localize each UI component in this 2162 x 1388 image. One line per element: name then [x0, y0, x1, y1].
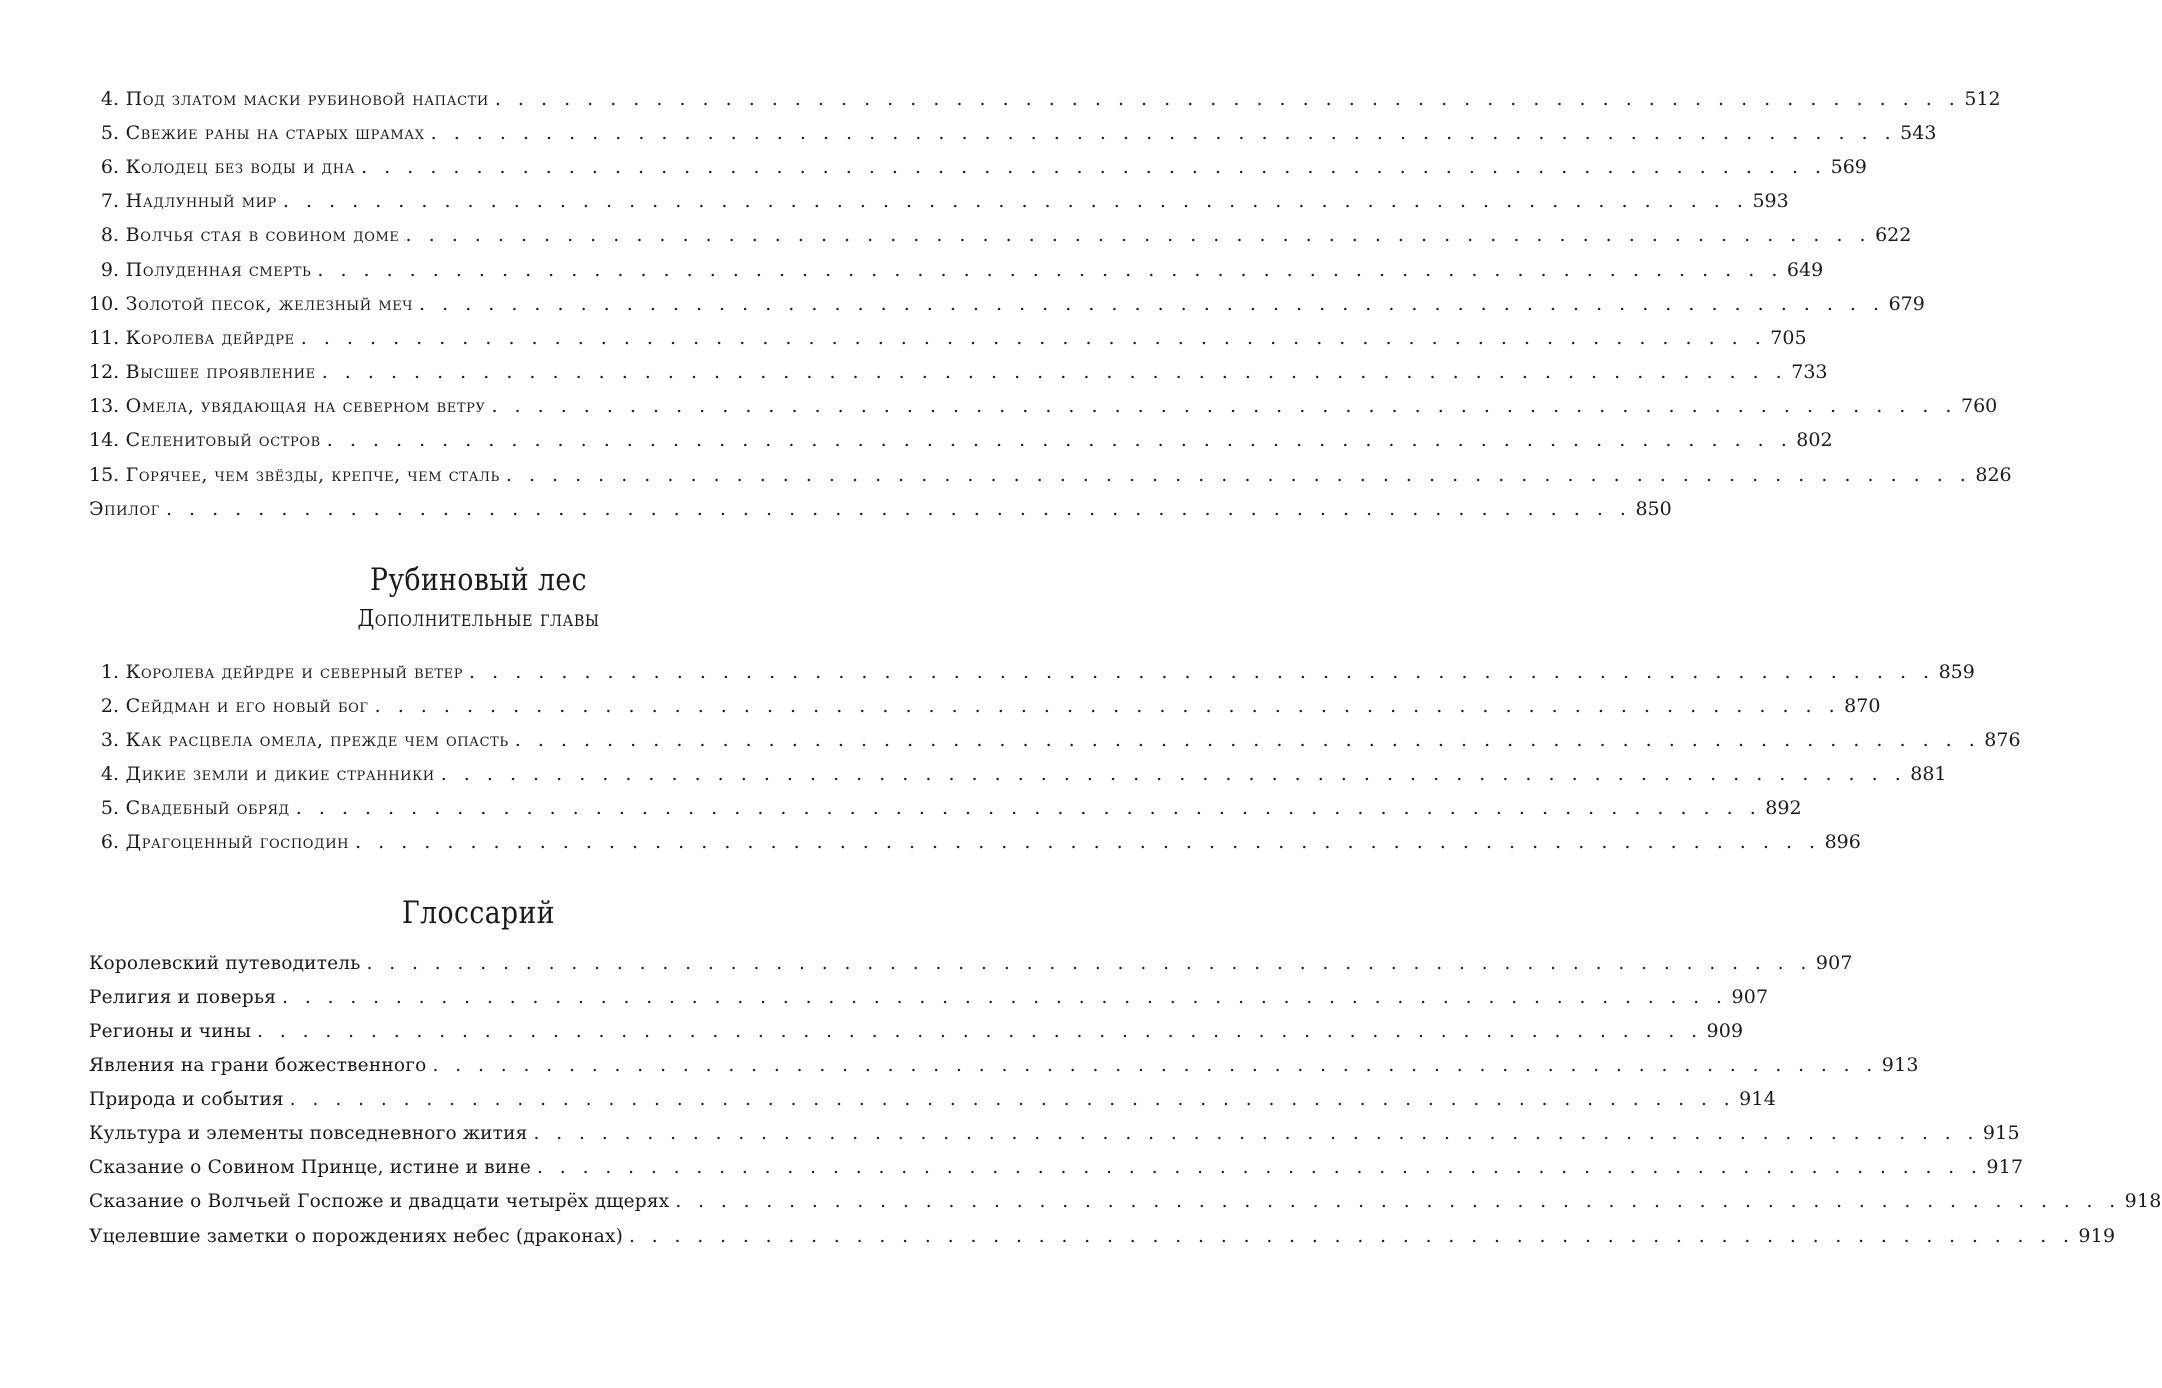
entry-number: 8. [100, 224, 119, 246]
leader-dots: . . . . . . . . . . . . . . . . . . . . . . . . . . . . . . . . . . . . . . . . . . . . . . . . . . . . . . . . . . . . . . . . [537, 1157, 1983, 1178]
toc-entry[interactable] [89, 293, 1925, 323]
entry-number: 11. [89, 327, 120, 349]
entry-number: 7. [100, 190, 119, 212]
entry-page: 593 [1752, 190, 1789, 212]
toc-entry[interactable] [89, 661, 1975, 691]
entry-title: как расцвела омела, прежде чем опасть [125, 729, 509, 751]
entry-number: 6. [100, 831, 119, 853]
leader-dots: . . . . . . . . . . . . . . . . . . . . . . . . . . . . . . . . . . . . . . . . . . . . . . . . . . . . . . . . . . . . . . . . [317, 259, 1783, 281]
toc-entry[interactable] [89, 361, 1828, 391]
entry-title: полуденная смерть [125, 259, 312, 281]
entry-page: 826 [1975, 464, 2012, 486]
toc-entry[interactable] [89, 327, 1807, 357]
entry-page: 760 [1960, 395, 1998, 417]
leader-dots: . . . . . . . . . . . . . . . . . . . . . . . . . . . . . . . . . . . . . . . . . . . . . . . . . . . . . . . . . . . . . . . . [491, 395, 1957, 417]
toc-entry[interactable] [89, 464, 2012, 494]
leader-dots: . . . . . . . . . . . . . . . . . . . . . . . . . . . . . . . . . . . . . . . . . . . . . . . . . . . . . . . . . . . . . . . . [419, 293, 1885, 315]
entry-number: 4. [100, 88, 119, 110]
glossary-entry[interactable] [89, 986, 1769, 1016]
toc-entry[interactable] [89, 695, 1881, 725]
glossary-entry[interactable] [89, 1088, 1777, 1118]
toc-entry[interactable] [89, 763, 1947, 793]
entry-page: 543 [1900, 122, 1937, 144]
leader-dots: . . . . . . . . . . . . . . . . . . . . . . . . . . . . . . . . . . . . . . . . . . . . . . . . . . . . . . . . . . . . . . . . [629, 1226, 2075, 1247]
entry-page: 918 [2124, 1190, 2162, 1212]
leader-dots: . . . . . . . . . . . . . . . . . . . . . . . . . . . . . . . . . . . . . . . . . . . . . . . . . . . . . . . . . . . . . . . . [361, 156, 1827, 178]
leader-dots: . . . . . . . . . . . . . . . . . . . . . . . . . . . . . . . . . . . . . . . . . . . . . . . . . . . . . . . . . . . . . . . . [432, 1055, 1878, 1076]
entry-title: драгоценный господин [125, 831, 350, 853]
entry-title: дикие земли и дикие странники [125, 763, 435, 785]
entry-page: 914 [1739, 1088, 1777, 1110]
leader-dots: . . . . . . . . . . . . . . . . . . . . . . . . . . . . . . . . . . . . . . . . . . . . . . . . . . . . . . . . . . . . . . . . [282, 190, 1749, 212]
entry-number: 4. [100, 763, 119, 785]
toc-entry[interactable] [89, 395, 1998, 425]
entry-title: Сказание о Совином Принце, истине и вине [89, 1157, 532, 1178]
entry-title: Уцелевшие заметки о порождениях небес (драконах) [89, 1226, 624, 1247]
entry-title: королева дейрдре и северный ветер [125, 661, 464, 683]
entry-page: 679 [1888, 293, 1925, 315]
glossary-entry[interactable] [89, 1020, 1744, 1050]
section-title-ruby: Рубиновый лес [370, 562, 587, 598]
leader-dots: . . . . . . . . . . . . . . . . . . . . . . . . . . . . . . . . . . . . . . . . . . . . . . . . . . . . . . . . . . . . . . . . [430, 122, 1897, 144]
entry-page: 512 [1964, 88, 2001, 110]
entry-page: 917 [1986, 1156, 2024, 1178]
toc-entry[interactable] [89, 122, 1937, 152]
glossary-entry[interactable] [89, 1190, 2162, 1220]
entry-number: 10. [89, 293, 120, 315]
toc-entry[interactable] [89, 88, 2001, 118]
entry-page: 850 [1635, 498, 1672, 520]
glossary-entry[interactable] [89, 952, 1853, 982]
entry-title: сейдман и его новый бог [125, 695, 369, 717]
entry-page: 892 [1765, 797, 1802, 819]
entry-number: 5. [100, 122, 119, 144]
entry-number: 13. [89, 395, 120, 417]
section-subtitle-ruby: Дополнительные главы [357, 606, 600, 632]
entry-page: 622 [1875, 224, 1912, 246]
glossary-entry[interactable] [89, 1156, 2024, 1186]
entry-number: 9. [100, 259, 119, 281]
leader-dots: . . . . . . . . . . . . . . . . . . . . . . . . . . . . . . . . . . . . . . . . . . . . . . . . . . . . . . . . . . . . . . . . [533, 1123, 1979, 1144]
entry-title: селенитовый остров [125, 429, 321, 451]
entry-title: королева дейрдре [125, 327, 295, 349]
leader-dots: . . . . . . . . . . . . . . . . . . . . . . . . . . . . . . . . . . . . . . . . . . . . . . . . . . . . . . . . . . . . . . . . [514, 729, 1981, 751]
entry-number: 1. [100, 661, 119, 683]
entry-page: 907 [1731, 986, 1769, 1008]
entry-title: колодец без воды и дна [125, 156, 356, 178]
leader-dots: . . . . . . . . . . . . . . . . . . . . . . . . . . . . . . . . . . . . . . . . . . . . . . . . . . . . . . . . . . . . . . . . [355, 831, 1821, 853]
entry-page: 915 [1982, 1122, 2020, 1144]
entry-title: Эпилог [89, 498, 160, 520]
entry-title: Явления на грани божественного [89, 1055, 427, 1076]
entry-title: Культура и элементы повседневного жития [89, 1123, 528, 1144]
leader-dots: . . . . . . . . . . . . . . . . . . . . . . . . . . . . . . . . . . . . . . . . . . . . . . . . . . . . . . . . . . . . . . . . [505, 464, 1972, 486]
entry-number: 5. [100, 797, 119, 819]
entry-title: горячее, чем звёзды, крепче, чем сталь [125, 464, 500, 486]
glossary-entry[interactable] [89, 1122, 2020, 1152]
leader-dots: . . . . . . . . . . . . . . . . . . . . . . . . . . . . . . . . . . . . . . . . . . . . . . . . . . . . . . . . . . . . . . . . [300, 327, 1767, 349]
leader-dots: . . . . . . . . . . . . . . . . . . . . . . . . . . . . . . . . . . . . . . . . . . . . . . . . . . . . . . . . . . . . . . . . [165, 498, 1632, 520]
entry-page: 569 [1830, 156, 1867, 178]
entry-page: 909 [1706, 1020, 1744, 1042]
entry-title: свежие раны на старых шрамах [125, 122, 425, 144]
leader-dots: . . . . . . . . . . . . . . . . . . . . . . . . . . . . . . . . . . . . . . . . . . . . . . . . . . . . . . . . . . . . . . . . [440, 763, 1907, 785]
toc-entry[interactable] [89, 259, 1824, 289]
entry-title: Религия и поверья [89, 987, 277, 1008]
entry-title: надлунный мир [125, 190, 277, 212]
entry-number: 12. [89, 361, 120, 383]
toc-entry[interactable] [89, 156, 1867, 186]
toc-entry[interactable] [89, 224, 1912, 254]
toc-entry[interactable] [89, 831, 1861, 861]
toc-entry[interactable] [89, 797, 1802, 827]
entry-page: 733 [1791, 361, 1828, 383]
leader-dots: . . . . . . . . . . . . . . . . . . . . . . . . . . . . . . . . . . . . . . . . . . . . . . . . . . . . . . . . . . . . . . . . [321, 361, 1788, 383]
entry-number: 3. [100, 729, 119, 751]
leader-dots: . . . . . . . . . . . . . . . . . . . . . . . . . . . . . . . . . . . . . . . . . . . . . . . . . . . . . . . . . . . . . . . . [405, 224, 1872, 246]
glossary-entry[interactable] [89, 1225, 2116, 1255]
entry-title: высшее проявление [125, 361, 316, 383]
leader-dots: . . . . . . . . . . . . . . . . . . . . . . . . . . . . . . . . . . . . . . . . . . . . . . . . . . . . . . . . . . . . . . . . [374, 695, 1841, 717]
entry-title: волчья стая в совином доме [125, 224, 400, 246]
leader-dots: . . . . . . . . . . . . . . . . . . . . . . . . . . . . . . . . . . . . . . . . . . . . . . . . . . . . . . . . . . . . . . . . [366, 953, 1812, 974]
toc-entry[interactable] [89, 429, 1833, 459]
entry-title: Королевский путеводитель [89, 953, 361, 974]
section-title-glossary: Глоссарий [402, 895, 555, 931]
leader-dots: . . . . . . . . . . . . . . . . . . . . . . . . . . . . . . . . . . . . . . . . . . . . . . . . . . . . . . . . . . . . . . . . [257, 1021, 1703, 1042]
entry-title: свадебный обряд [125, 797, 290, 819]
leader-dots: . . . . . . . . . . . . . . . . . . . . . . . . . . . . . . . . . . . . . . . . . . . . . . . . . . . . . . . . . . . . . . . . [282, 987, 1728, 1008]
leader-dots: . . . . . . . . . . . . . . . . . . . . . . . . . . . . . . . . . . . . . . . . . . . . . . . . . . . . . . . . . . . . . . . . [295, 797, 1762, 819]
toc-entry[interactable] [89, 729, 2021, 759]
toc-entry-epilogue[interactable] [89, 498, 1672, 528]
entry-title: золотой песок, железный меч [125, 293, 414, 315]
entry-title: Природа и события [89, 1089, 284, 1110]
entry-title: Регионы и чины [89, 1021, 252, 1042]
entry-page: 913 [1881, 1054, 1919, 1076]
leader-dots: . . . . . . . . . . . . . . . . . . . . . . . . . . . . . . . . . . . . . . . . . . . . . . . . . . . . . . . . . . . . . . . . [494, 88, 1961, 110]
entry-page: 649 [1786, 259, 1824, 281]
entry-number: 14. [89, 429, 120, 451]
entry-number: 6. [100, 156, 119, 178]
leader-dots: . . . . . . . . . . . . . . . . . . . . . . . . . . . . . . . . . . . . . . . . . . . . . . . . . . . . . . . . . . . . . . . . [289, 1089, 1736, 1110]
entry-page: 907 [1815, 952, 1853, 974]
entry-page: 919 [2078, 1225, 2116, 1247]
entry-number: 2. [100, 695, 119, 717]
entry-page: 859 [1938, 661, 1975, 683]
leader-dots: . . . . . . . . . . . . . . . . . . . . . . . . . . . . . . . . . . . . . . . . . . . . . . . . . . . . . . . . . . . . . . . . [326, 429, 1793, 451]
entry-page: 870 [1844, 695, 1881, 717]
entry-title: омела, увядающая на северном ветру [125, 395, 486, 417]
entry-page: 881 [1910, 763, 1947, 785]
leader-dots: . . . . . . . . . . . . . . . . . . . . . . . . . . . . . . . . . . . . . . . . . . . . . . . . . . . . . . . . . . . . . . . . [675, 1191, 2121, 1212]
leader-dots: . . . . . . . . . . . . . . . . . . . . . . . . . . . . . . . . . . . . . . . . . . . . . . . . . . . . . . . . . . . . . . . . [469, 661, 1935, 683]
entry-title: Сказание о Волчьей Госпоже и двадцати четырёх дщерях [89, 1191, 670, 1212]
entry-page: 802 [1796, 429, 1833, 451]
entry-title: под златом маски рубиновой напасти [125, 88, 489, 110]
entry-page: 876 [1984, 729, 2021, 751]
entry-page: 705 [1770, 327, 1807, 349]
entry-page: 896 [1824, 831, 1861, 853]
toc-entry[interactable] [89, 190, 1789, 220]
glossary-entry[interactable] [89, 1054, 1919, 1084]
entry-number: 15. [89, 464, 120, 486]
